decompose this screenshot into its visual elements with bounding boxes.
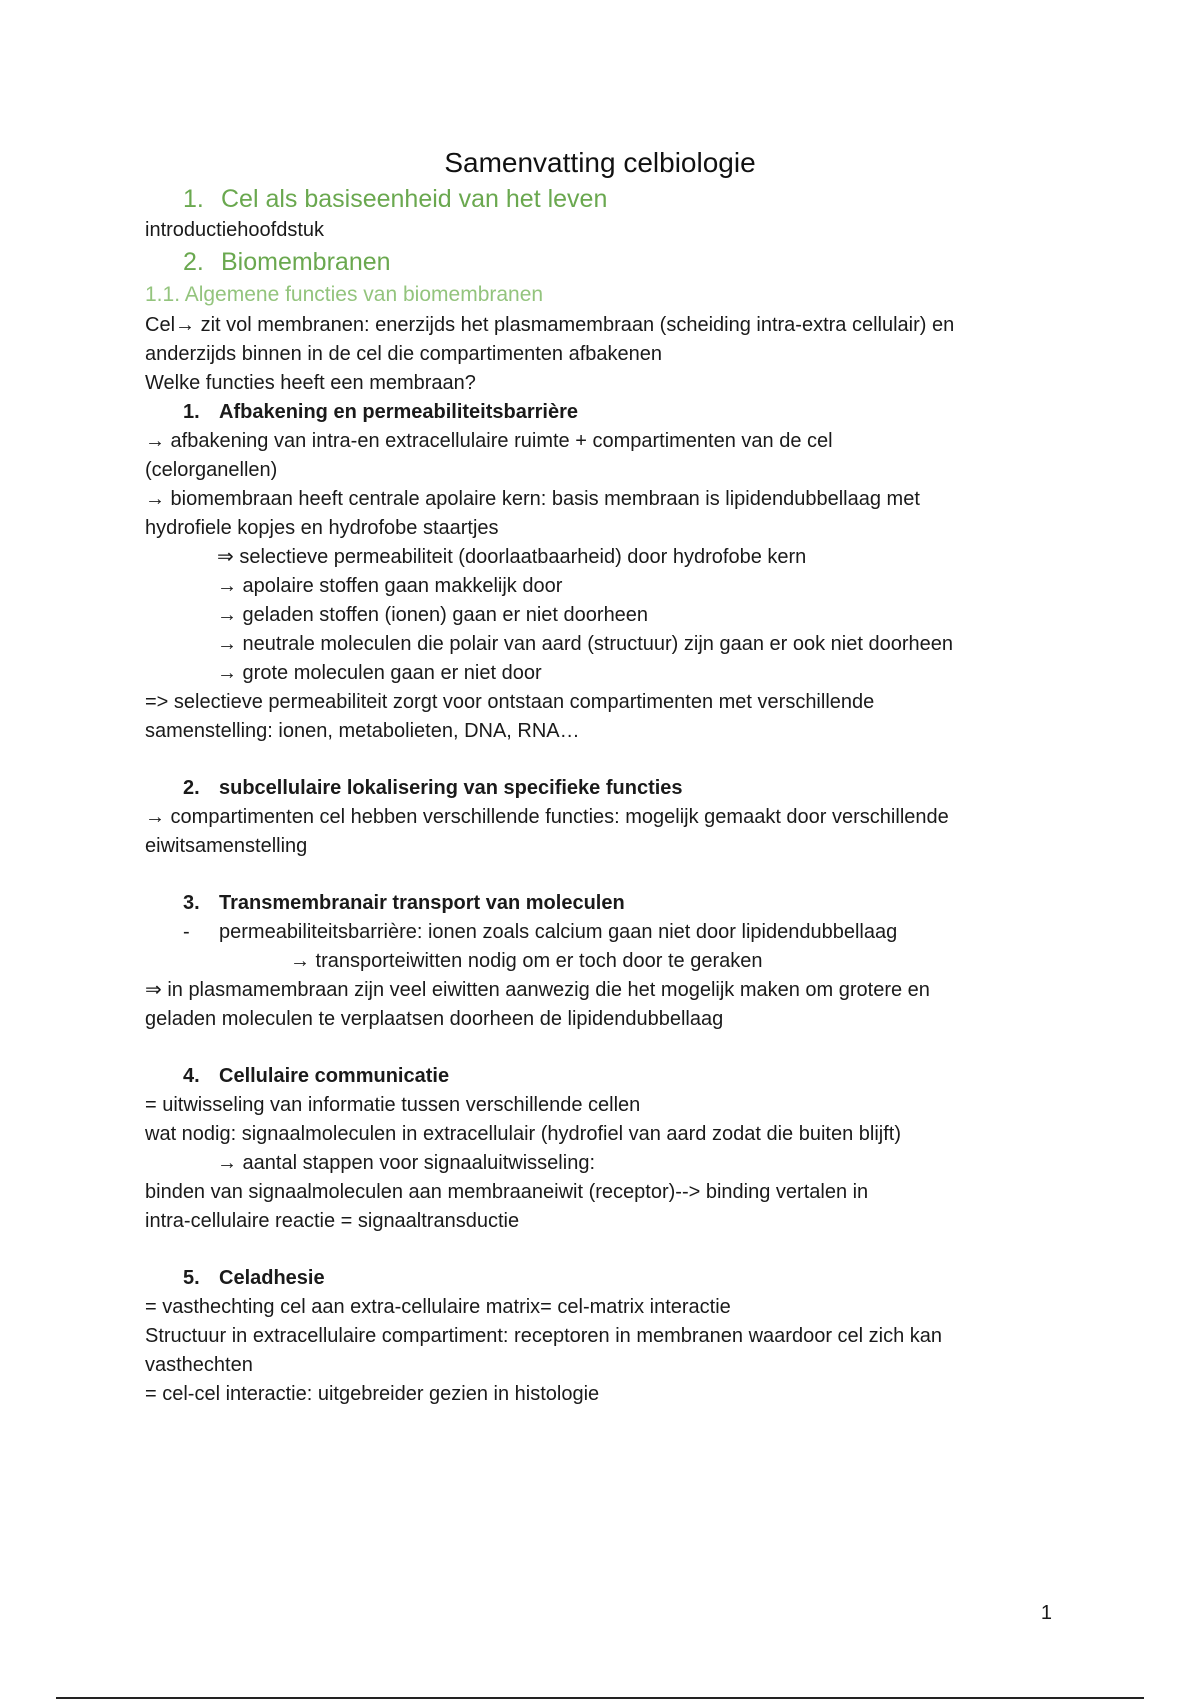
paragraph-line: wat nodig: signaalmoleculen in extracellulair (hydrofiel van aard zodat die buiten blijft) (145, 1123, 901, 1145)
list-item-heading-4 (145, 1062, 1085, 1091)
paragraph-line: hydrofiele kopjes en hydrofobe staartjes (145, 517, 499, 539)
footer-divider (56, 1697, 1144, 1699)
paragraph-line: = cel-cel interactie: uitgebreider gezien in histologie (145, 1383, 600, 1405)
indented-line: → neutrale moleculen die polair van aard (structuur) zijn gaan er ook niet doorheen (217, 633, 953, 655)
list-heading-text: Transmembranair transport van moleculen (219, 892, 625, 914)
spacer (145, 1034, 1085, 1062)
paragraph-line: Structuur in extracellulaire compartiment: receptoren in membranen waardoor cel zich kan (145, 1325, 943, 1347)
heading-chapter-1 (145, 182, 1085, 216)
list-heading-text: subcellulaire lokalisering van specifieke functies (219, 777, 683, 799)
dash-item-text: permeabiliteitsbarrière: ionen zoals calcium gaan niet door lipidendubbellaag (219, 921, 898, 943)
list-number: 2. (183, 777, 200, 799)
list-number: 5. (183, 1267, 200, 1289)
spacer (145, 861, 1085, 889)
heading-number: 1. (183, 185, 204, 213)
paragraph-line: (celorganellen) (145, 459, 278, 481)
heading-text: Cel als basiseenheid van het leven (221, 185, 608, 213)
paragraph-line: ⇒ in plasmamembraan zijn veel eiwitten aanwezig die het mogelijk maken om grotere en (145, 979, 930, 1001)
paragraph-line: → biomembraan heeft centrale apolaire kern: basis membraan is lipidendubbellaag met (145, 488, 920, 510)
document-title: Samenvatting celbiologie (444, 147, 756, 178)
paragraph-line: eiwitsamenstelling (145, 835, 308, 857)
heading-text: Biomembranen (221, 248, 391, 276)
list-heading-text: Afbakening en permeabiliteitsbarrière (219, 401, 579, 423)
subheading-1-1: 1.1. Algemene functies van biomembranen (145, 283, 544, 306)
dash-list-item (145, 918, 1085, 947)
paragraph-line: intra-cellulaire reactie = signaaltransductie (145, 1210, 520, 1232)
spacer (145, 1236, 1085, 1264)
list-heading-text: Celadhesie (219, 1267, 325, 1289)
paragraph-line: → afbakening van intra-en extracellulaire ruimte + compartimenten van de cel (145, 430, 833, 452)
list-item-heading-3 (145, 889, 1085, 918)
paragraph-line: geladen moleculen te verplaatsen doorheen de lipidendubbellaag (145, 1008, 724, 1030)
intro-text: introductiehoofdstuk (145, 219, 325, 241)
heading-chapter-2 (145, 245, 1085, 279)
list-number: 4. (183, 1065, 200, 1087)
indented-line: ⇒ selectieve permeabiliteit (doorlaatbaarheid) door hydrofobe kern (217, 546, 807, 568)
paragraph-line: = uitwisseling van informatie tussen verschillende cellen (145, 1094, 641, 1116)
indented-line: → aantal stappen voor signaaluitwisseling: (217, 1152, 595, 1174)
list-number: 1. (183, 401, 200, 423)
heading-number: 2. (183, 248, 204, 276)
paragraph-line: => selectieve permeabiliteit zorgt voor ontstaan compartimenten met verschillende (145, 691, 875, 713)
paragraph-line: binden van signaalmoleculen aan membraaneiwit (receptor)--> binding vertalen in (145, 1181, 869, 1203)
paragraph-line: vasthechten (145, 1354, 253, 1376)
paragraph-line: Cel→ zit vol membranen: enerzijds het plasmamembraan (scheiding intra-extra cellulair) en (145, 314, 955, 336)
indented-line: → grote moleculen gaan er niet door (217, 662, 542, 684)
paragraph-line: anderzijds binnen in de cel die compartimenten afbakenen (145, 343, 663, 365)
document-body (145, 182, 1085, 1409)
list-item-heading-2 (145, 774, 1085, 803)
page-number: 1 (1040, 1602, 1052, 1624)
paragraph-line: = vasthechting cel aan extra-cellulaire matrix= cel-matrix interactie (145, 1296, 731, 1318)
list-item-heading-5 (145, 1264, 1085, 1293)
indented-line: → geladen stoffen (ionen) gaan er niet doorheen (217, 604, 649, 626)
list-number: 3. (183, 892, 200, 914)
list-item-heading-1 (145, 398, 1085, 427)
paragraph-line: samenstelling: ionen, metabolieten, DNA, RNA… (145, 720, 580, 742)
indented-line: → apolaire stoffen gaan makkelijk door (217, 575, 563, 597)
paragraph-line: → compartimenten cel hebben verschillende functies: mogelijk gemaakt door verschillende (145, 806, 949, 828)
dash-bullet: - (183, 921, 190, 943)
paragraph-line: Welke functies heeft een membraan? (145, 372, 476, 394)
spacer (145, 746, 1085, 774)
list-heading-text: Cellulaire communicatie (219, 1065, 450, 1087)
indented-line: → transporteiwitten nodig om er toch door te geraken (290, 950, 763, 972)
